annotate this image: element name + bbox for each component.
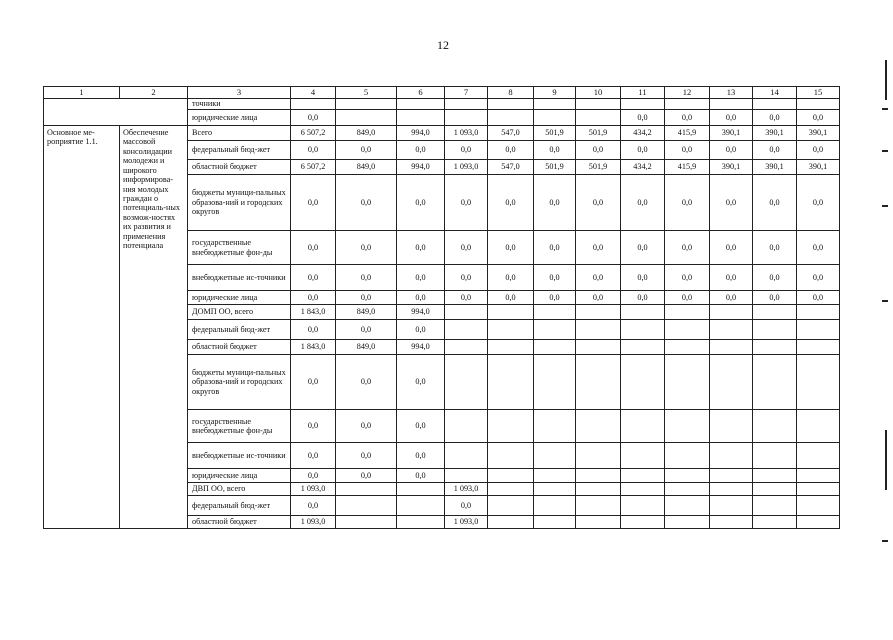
event-description: Обеспечение массовой консолидации молодежи и широкого информирова-ния молодых граждан о потенциаль-ных возмож-ностях их развития и применения потенциала — [120, 126, 188, 529]
binder-edge-mark — [885, 430, 887, 490]
budget-table-container — [43, 86, 840, 529]
value-cell — [336, 516, 397, 529]
value-cell — [797, 516, 840, 529]
value-cell: 0,0 — [797, 291, 840, 305]
value-cell: 0,0 — [576, 291, 621, 305]
funding-source-label: областной бюджет — [188, 516, 291, 529]
value-cell: 0,0 — [445, 141, 488, 160]
value-cell: 501,9 — [534, 126, 576, 141]
value-cell — [488, 99, 534, 110]
value-cell — [753, 355, 797, 410]
value-cell: 0,0 — [397, 469, 445, 483]
value-cell — [576, 340, 621, 355]
value-cell: 0,0 — [291, 496, 336, 516]
funding-source-label: внебюджетные ис-точники — [188, 443, 291, 469]
value-cell — [397, 99, 445, 110]
value-cell — [445, 410, 488, 443]
value-cell — [576, 355, 621, 410]
column-number-3: 3 — [188, 87, 291, 99]
value-cell — [710, 99, 753, 110]
funding-source-label: федеральный бюд-жет — [188, 141, 291, 160]
value-cell — [336, 483, 397, 496]
value-cell: 994,0 — [397, 160, 445, 175]
value-cell — [665, 320, 710, 340]
value-cell — [534, 99, 576, 110]
value-cell: 0,0 — [291, 291, 336, 305]
value-cell: 0,0 — [797, 175, 840, 231]
value-cell — [621, 516, 665, 529]
value-cell: 0,0 — [488, 265, 534, 291]
value-cell — [534, 516, 576, 529]
value-cell — [665, 496, 710, 516]
column-number-10: 10 — [576, 87, 621, 99]
value-cell: 547,0 — [488, 126, 534, 141]
value-cell — [397, 483, 445, 496]
value-cell: 0,0 — [576, 265, 621, 291]
value-cell — [753, 443, 797, 469]
value-cell: 390,1 — [753, 160, 797, 175]
table-row — [44, 126, 840, 141]
value-cell: 0,0 — [291, 320, 336, 340]
value-cell — [488, 516, 534, 529]
value-cell — [710, 496, 753, 516]
value-cell: 0,0 — [576, 175, 621, 231]
value-cell: 0,0 — [336, 265, 397, 291]
value-cell — [797, 305, 840, 320]
value-cell: 0,0 — [397, 410, 445, 443]
value-cell — [797, 320, 840, 340]
value-cell — [797, 483, 840, 496]
value-cell: 0,0 — [397, 443, 445, 469]
value-cell — [621, 305, 665, 320]
value-cell — [576, 483, 621, 496]
value-cell: 0,0 — [797, 265, 840, 291]
value-cell: 390,1 — [710, 160, 753, 175]
value-cell — [576, 516, 621, 529]
value-cell — [534, 410, 576, 443]
binder-dash-mark — [882, 108, 888, 110]
value-cell: 0,0 — [397, 355, 445, 410]
value-cell — [445, 443, 488, 469]
value-cell: 0,0 — [488, 175, 534, 231]
value-cell: 0,0 — [797, 110, 840, 126]
value-cell: 6 507,2 — [291, 126, 336, 141]
value-cell — [710, 516, 753, 529]
value-cell: 0,0 — [397, 175, 445, 231]
value-cell — [397, 110, 445, 126]
value-cell — [710, 469, 753, 483]
value-cell — [488, 320, 534, 340]
binder-dash-mark — [882, 300, 888, 302]
value-cell: 415,9 — [665, 160, 710, 175]
value-cell — [621, 469, 665, 483]
value-cell — [753, 320, 797, 340]
value-cell: 849,0 — [336, 126, 397, 141]
column-number-5: 5 — [336, 87, 397, 99]
value-cell: 0,0 — [291, 110, 336, 126]
value-cell: 0,0 — [445, 175, 488, 231]
value-cell — [621, 443, 665, 469]
value-cell: 0,0 — [534, 291, 576, 305]
value-cell: 501,9 — [576, 160, 621, 175]
value-cell: 0,0 — [336, 410, 397, 443]
value-cell: 849,0 — [336, 340, 397, 355]
value-cell: 0,0 — [621, 291, 665, 305]
value-cell: 390,1 — [753, 126, 797, 141]
value-cell: 994,0 — [397, 305, 445, 320]
value-cell: 0,0 — [336, 231, 397, 265]
value-cell — [753, 516, 797, 529]
value-cell: 0,0 — [291, 231, 336, 265]
value-cell: 994,0 — [397, 340, 445, 355]
value-cell — [534, 305, 576, 320]
value-cell: 434,2 — [621, 160, 665, 175]
value-cell — [445, 99, 488, 110]
value-cell: 0,0 — [336, 141, 397, 160]
column-number-4: 4 — [291, 87, 336, 99]
value-cell — [753, 340, 797, 355]
value-cell: 501,9 — [576, 126, 621, 141]
column-number-2: 2 — [120, 87, 188, 99]
value-cell: 0,0 — [797, 231, 840, 265]
binder-dash-mark — [882, 540, 888, 542]
value-cell: 0,0 — [621, 110, 665, 126]
value-cell: 0,0 — [576, 141, 621, 160]
value-cell: 0,0 — [753, 265, 797, 291]
value-cell: 849,0 — [336, 160, 397, 175]
value-cell — [665, 99, 710, 110]
value-cell — [576, 496, 621, 516]
budget-table — [43, 86, 840, 529]
value-cell: 0,0 — [397, 265, 445, 291]
value-cell — [576, 443, 621, 469]
value-cell — [576, 99, 621, 110]
value-cell — [621, 320, 665, 340]
value-cell — [621, 410, 665, 443]
value-cell — [753, 483, 797, 496]
value-cell — [797, 496, 840, 516]
value-cell — [665, 340, 710, 355]
value-cell: 0,0 — [336, 291, 397, 305]
value-cell — [445, 110, 488, 126]
value-cell: 0,0 — [336, 355, 397, 410]
binder-dash-mark — [882, 150, 888, 152]
value-cell — [397, 516, 445, 529]
value-cell: 0,0 — [336, 175, 397, 231]
value-cell — [576, 110, 621, 126]
value-cell: 415,9 — [665, 126, 710, 141]
funding-source-label: юридические лица — [188, 469, 291, 483]
value-cell: 0,0 — [534, 265, 576, 291]
value-cell: 501,9 — [534, 160, 576, 175]
funding-source-label: точники — [188, 99, 291, 110]
value-cell: 0,0 — [291, 355, 336, 410]
value-cell: 0,0 — [488, 141, 534, 160]
value-cell: 0,0 — [576, 231, 621, 265]
value-cell — [621, 496, 665, 516]
funding-source-label: ДВП ОО, всего — [188, 483, 291, 496]
value-cell: 0,0 — [445, 496, 488, 516]
value-cell: 849,0 — [336, 305, 397, 320]
value-cell — [336, 110, 397, 126]
value-cell — [710, 320, 753, 340]
value-cell: 0,0 — [534, 141, 576, 160]
value-cell: 0,0 — [665, 231, 710, 265]
value-cell — [576, 469, 621, 483]
value-cell: 0,0 — [445, 265, 488, 291]
value-cell: 390,1 — [797, 160, 840, 175]
value-cell: 0,0 — [753, 175, 797, 231]
value-cell — [534, 355, 576, 410]
header-row — [44, 87, 840, 99]
value-cell: 1 093,0 — [445, 126, 488, 141]
value-cell — [445, 320, 488, 340]
column-number-12: 12 — [665, 87, 710, 99]
value-cell — [576, 305, 621, 320]
value-cell — [710, 483, 753, 496]
value-cell: 6 507,2 — [291, 160, 336, 175]
value-cell: 0,0 — [534, 231, 576, 265]
value-cell — [534, 469, 576, 483]
value-cell — [710, 355, 753, 410]
value-cell — [445, 355, 488, 410]
value-cell: 1 843,0 — [291, 305, 336, 320]
value-cell: 0,0 — [710, 291, 753, 305]
value-cell — [665, 469, 710, 483]
value-cell: 0,0 — [291, 175, 336, 231]
value-cell — [665, 305, 710, 320]
value-cell: 1 093,0 — [445, 160, 488, 175]
value-cell: 547,0 — [488, 160, 534, 175]
value-cell — [534, 496, 576, 516]
value-cell: 434,2 — [621, 126, 665, 141]
value-cell — [621, 340, 665, 355]
funding-source-label: юридические лица — [188, 291, 291, 305]
value-cell — [534, 483, 576, 496]
value-cell: 0,0 — [336, 320, 397, 340]
value-cell — [445, 305, 488, 320]
value-cell — [797, 469, 840, 483]
value-cell — [665, 410, 710, 443]
funding-source-label: областной бюджет — [188, 160, 291, 175]
value-cell — [397, 496, 445, 516]
event-name: Основное ме- роприятие 1.1. — [44, 126, 120, 529]
value-cell — [488, 483, 534, 496]
value-cell — [336, 496, 397, 516]
value-cell: 1 093,0 — [291, 516, 336, 529]
value-cell — [710, 410, 753, 443]
value-cell: 0,0 — [710, 175, 753, 231]
value-cell: 0,0 — [710, 110, 753, 126]
value-cell: 0,0 — [534, 175, 576, 231]
value-cell: 1 843,0 — [291, 340, 336, 355]
empty-cell — [44, 99, 188, 126]
value-cell: 0,0 — [665, 110, 710, 126]
value-cell — [488, 469, 534, 483]
value-cell: 390,1 — [710, 126, 753, 141]
value-cell — [797, 99, 840, 110]
value-cell: 0,0 — [445, 231, 488, 265]
value-cell — [534, 320, 576, 340]
column-number-14: 14 — [753, 87, 797, 99]
value-cell — [710, 443, 753, 469]
value-cell: 0,0 — [291, 410, 336, 443]
value-cell — [665, 516, 710, 529]
value-cell — [797, 340, 840, 355]
binder-dash-mark — [882, 205, 888, 207]
column-number-13: 13 — [710, 87, 753, 99]
value-cell — [710, 305, 753, 320]
value-cell: 0,0 — [621, 265, 665, 291]
value-cell — [445, 340, 488, 355]
value-cell — [488, 443, 534, 469]
value-cell: 0,0 — [665, 291, 710, 305]
funding-source-label: бюджеты муници-пальных образова-ний и городских округов — [188, 355, 291, 410]
column-number-11: 11 — [621, 87, 665, 99]
funding-source-label: внебюджетные ис-точники — [188, 265, 291, 291]
value-cell: 0,0 — [291, 141, 336, 160]
value-cell — [797, 410, 840, 443]
value-cell: 0,0 — [397, 231, 445, 265]
value-cell: 1 093,0 — [445, 483, 488, 496]
value-cell — [621, 99, 665, 110]
column-number-15: 15 — [797, 87, 840, 99]
value-cell: 0,0 — [336, 443, 397, 469]
value-cell — [797, 443, 840, 469]
value-cell — [797, 355, 840, 410]
column-number-6: 6 — [397, 87, 445, 99]
value-cell — [753, 305, 797, 320]
value-cell: 0,0 — [665, 175, 710, 231]
funding-source-label: бюджеты муници-пальных образова-ний и городских округов — [188, 175, 291, 231]
value-cell: 0,0 — [710, 231, 753, 265]
value-cell: 0,0 — [445, 291, 488, 305]
funding-source-label: федеральный бюд-жет — [188, 496, 291, 516]
value-cell: 0,0 — [753, 291, 797, 305]
value-cell: 0,0 — [621, 175, 665, 231]
value-cell — [665, 483, 710, 496]
value-cell: 390,1 — [797, 126, 840, 141]
value-cell — [291, 99, 336, 110]
value-cell: 0,0 — [488, 231, 534, 265]
value-cell: 0,0 — [397, 320, 445, 340]
funding-source-label: государственные внебюджетные фон-ды — [188, 231, 291, 265]
value-cell — [336, 99, 397, 110]
column-number-9: 9 — [534, 87, 576, 99]
value-cell: 0,0 — [291, 443, 336, 469]
funding-source-label: областной бюджет — [188, 340, 291, 355]
value-cell: 0,0 — [710, 265, 753, 291]
table-row — [44, 99, 840, 110]
value-cell: 1 093,0 — [291, 483, 336, 496]
value-cell: 0,0 — [621, 231, 665, 265]
value-cell — [534, 110, 576, 126]
value-cell: 0,0 — [753, 110, 797, 126]
value-cell: 0,0 — [797, 141, 840, 160]
value-cell: 0,0 — [291, 469, 336, 483]
value-cell: 0,0 — [665, 265, 710, 291]
value-cell: 0,0 — [397, 291, 445, 305]
value-cell: 0,0 — [753, 141, 797, 160]
funding-source-label: ДОМП ОО, всего — [188, 305, 291, 320]
value-cell: 0,0 — [710, 141, 753, 160]
value-cell — [710, 340, 753, 355]
funding-source-label: Всего — [188, 126, 291, 141]
value-cell — [576, 410, 621, 443]
value-cell — [753, 99, 797, 110]
value-cell: 0,0 — [488, 291, 534, 305]
funding-source-label: федеральный бюд-жет — [188, 320, 291, 340]
value-cell — [665, 443, 710, 469]
column-number-1: 1 — [44, 87, 120, 99]
value-cell — [488, 340, 534, 355]
budget-table-body — [44, 87, 840, 529]
column-number-7: 7 — [445, 87, 488, 99]
page-number: 12 — [437, 38, 449, 52]
value-cell: 0,0 — [753, 231, 797, 265]
value-cell — [445, 469, 488, 483]
funding-source-label: юридические лица — [188, 110, 291, 126]
value-cell — [488, 410, 534, 443]
value-cell — [576, 320, 621, 340]
value-cell: 0,0 — [397, 141, 445, 160]
value-cell — [488, 496, 534, 516]
value-cell — [488, 110, 534, 126]
value-cell — [753, 410, 797, 443]
value-cell — [753, 496, 797, 516]
value-cell — [753, 469, 797, 483]
value-cell — [534, 443, 576, 469]
funding-source-label: государственные внебюджетные фон-ды — [188, 410, 291, 443]
value-cell: 0,0 — [621, 141, 665, 160]
value-cell — [665, 355, 710, 410]
value-cell: 0,0 — [336, 469, 397, 483]
value-cell — [621, 483, 665, 496]
value-cell — [534, 340, 576, 355]
value-cell — [488, 355, 534, 410]
value-cell: 994,0 — [397, 126, 445, 141]
binder-edge-mark — [885, 60, 887, 100]
column-number-8: 8 — [488, 87, 534, 99]
value-cell: 1 093,0 — [445, 516, 488, 529]
value-cell — [621, 355, 665, 410]
value-cell: 0,0 — [665, 141, 710, 160]
value-cell — [488, 305, 534, 320]
value-cell: 0,0 — [291, 265, 336, 291]
